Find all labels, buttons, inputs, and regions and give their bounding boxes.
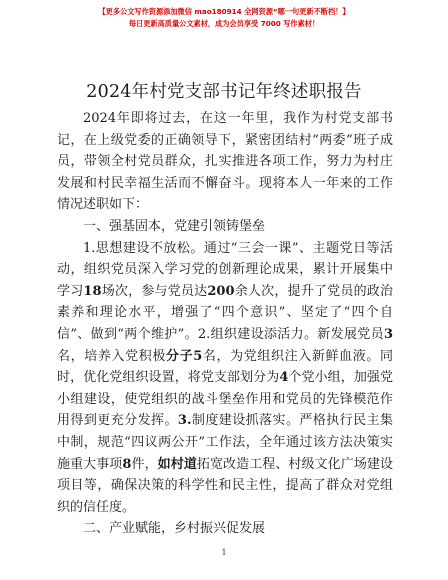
banner-line-1: 【更多公文写作资源添加微信 mao180914 全网资源“哪一句更新不断档！】 <box>98 7 350 16</box>
document-body <box>57 108 393 540</box>
intro-paragraph: 2024年即将过去，在这一年里，我作为村党支部书记，在上级党委的正确领导下，紧密团结村“两委”班子成员，带领全村党员群众，扎实推进各项工作，努力为村庄发展和村民幸福生活而不懈奋斗。现将本人一年来的工作情况述职如下： <box>57 111 393 213</box>
document-title: 2024年村党支部书记年终述职报告 <box>86 82 362 102</box>
banner-line-2: 每日更新高质量公文素材，成为会员享受 7000 写作素材！ <box>128 19 320 28</box>
section-heading-1: 一、强基固本，党建引领铸堡垒 <box>83 218 266 234</box>
section-heading-2: 二、产业赋能，乡村振兴促发展 <box>83 521 266 537</box>
header-banner <box>0 6 448 30</box>
party-building-paragraph: 1.思想建设不放松。通过“三会一课”、主题党日等活动，组织党员深入学习党的创新理论成果，累计开展集中学习18场次，参与党员达200余人次，提升了党员的政治素养和理论水平，增强了“四个意识”、坚定了“四个自信”、做到“两个维护”。2.组织建设添活力。新发展党员3名，培养入党积极分子5名，为党组织注入新鲜血液。同时，优化党组织设置，将党支部划分为4个党小组，加强党小组建设，使党组织的战斗堡垒作用和党员的先锋模范作用得到更充分发挥。3.制度建设抓落实。严格执行民主集中制，规范“四议两公开”工作法，全年通过该方法决策实施重大事项8件，如村道拓宽改造工程、村级文化广场建设项目等，确保决策的科学性和民主性，提高了群众对党组织的信任度。 <box>57 240 393 515</box>
page-number: 1 <box>221 548 227 557</box>
